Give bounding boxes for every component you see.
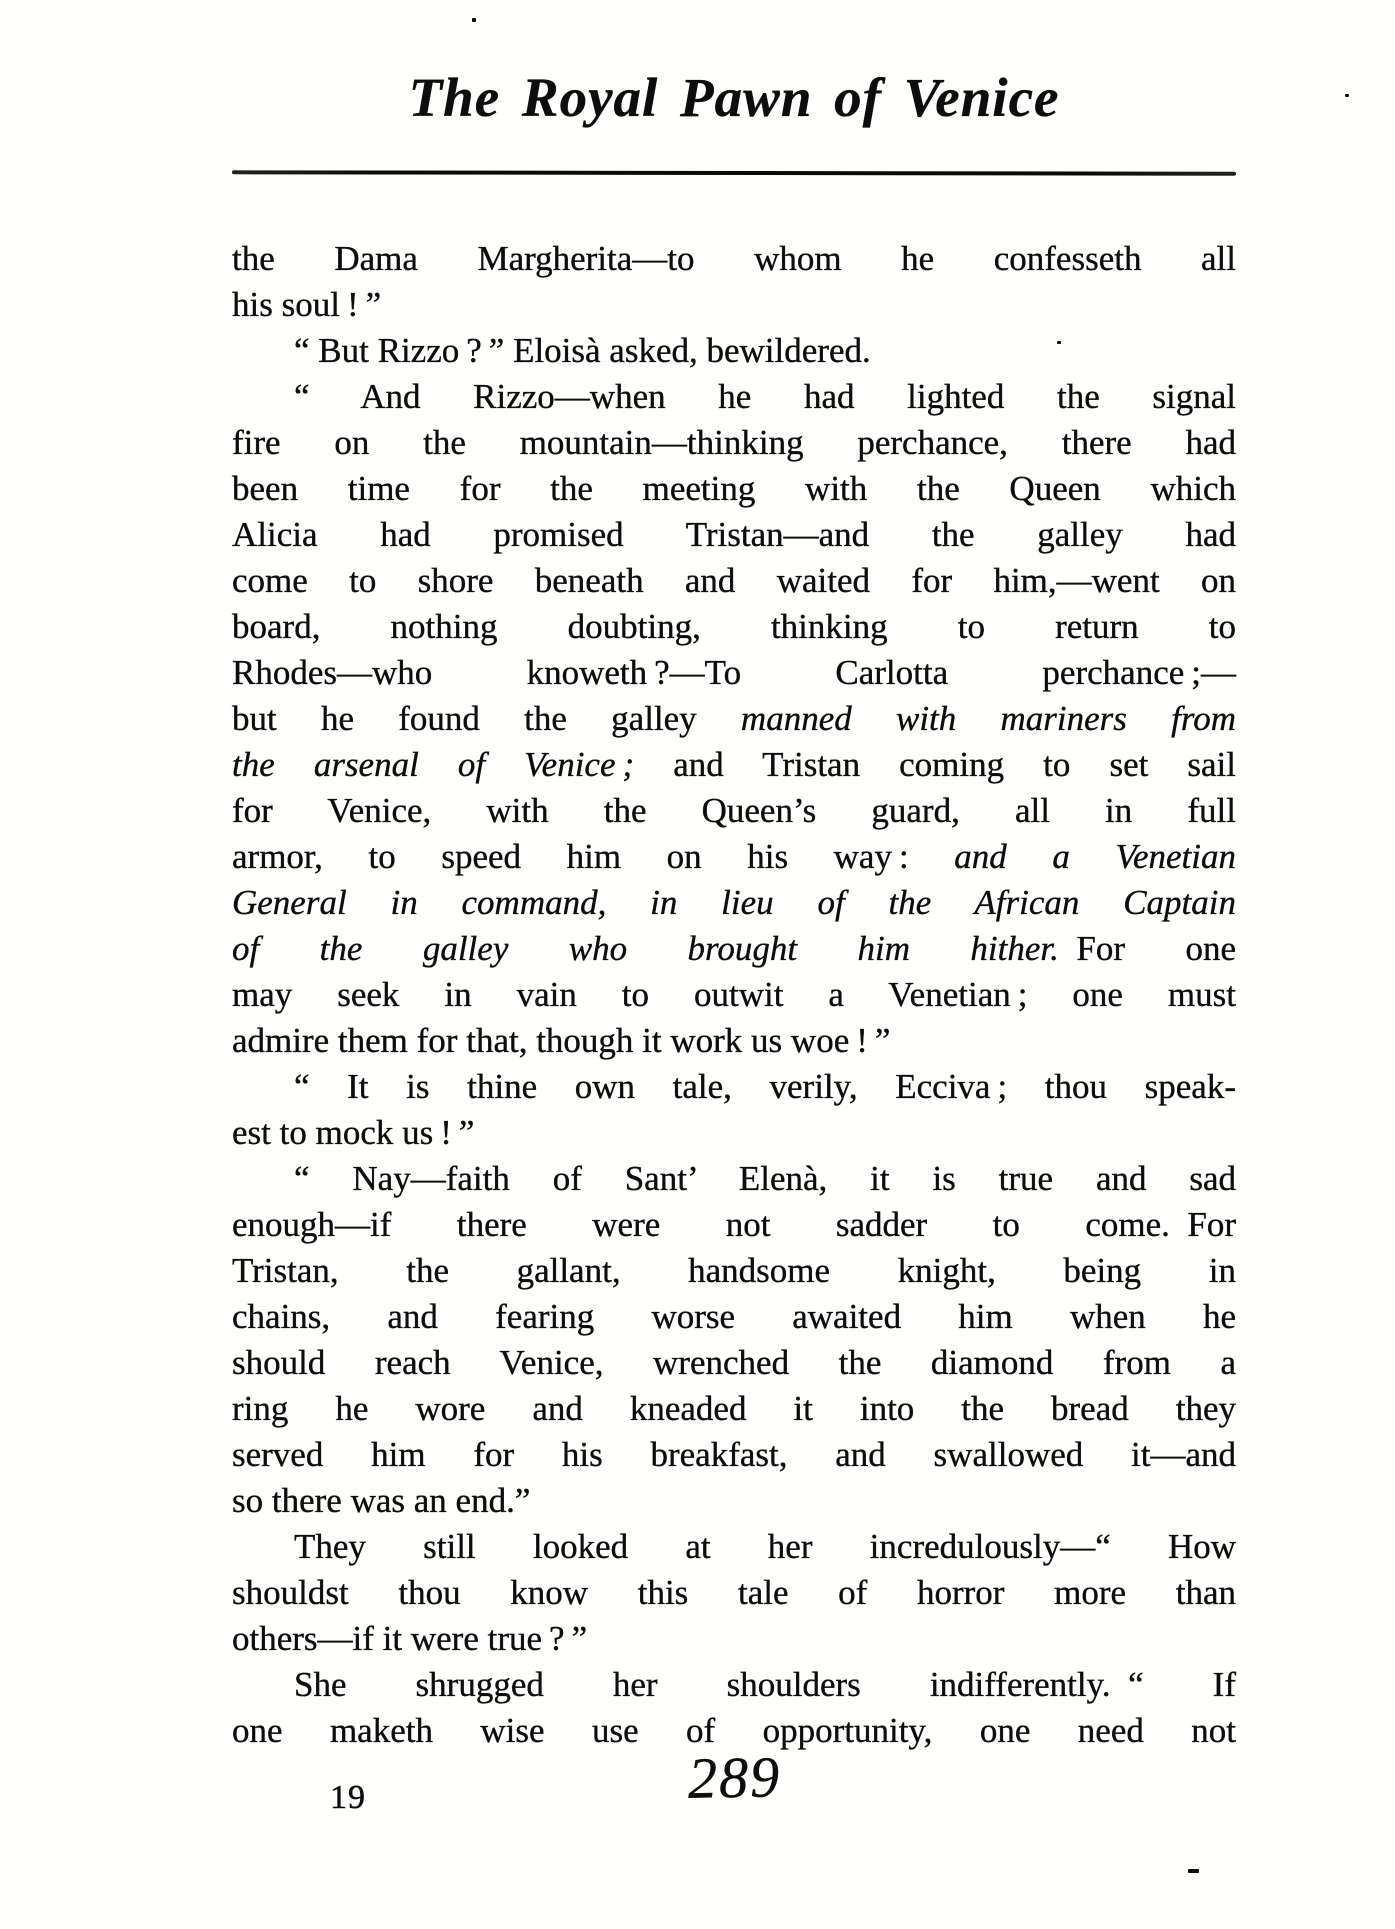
italic-text-segment: and a Venetian: [954, 837, 1236, 876]
scan-speck: [1188, 1869, 1199, 1873]
text-segment: fire on the mountain—thinking perchance, there had: [232, 423, 1236, 462]
text-segment: shouldst thou know this tale of horror more than: [232, 1573, 1236, 1612]
text-segment: but he found the galley: [232, 699, 741, 738]
text-line: [232, 1478, 1236, 1524]
text-segment: should reach Venice, wrenched the diamond from a: [232, 1343, 1236, 1382]
text-line: [232, 1524, 1236, 1570]
text-segment: been time for the meeting with the Queen which: [232, 469, 1236, 508]
body-text: [232, 236, 1236, 1754]
text-segment: for Venice, with the Queen’s guard, all in full: [232, 791, 1236, 830]
text-segment: “ It is thine own tale, verily, Ecciva ; thou speak-: [294, 1067, 1236, 1106]
text-segment: one maketh wise use of opportunity, one need not: [232, 1711, 1236, 1750]
text-line: [232, 420, 1236, 466]
text-line: [232, 1662, 1236, 1708]
text-segment: admire them for that, though it work us woe ! ”: [232, 1021, 891, 1060]
header-rule: [232, 170, 1236, 175]
text-line: [232, 1156, 1236, 1202]
text-line: [232, 466, 1236, 512]
text-line: [232, 1202, 1236, 1248]
page-number: 289: [687, 1744, 782, 1811]
text-line: [232, 1064, 1236, 1110]
text-segment: Rhodes—who knoweth ?—To Carlotta perchance ;—: [232, 653, 1236, 692]
text-segment: For one: [1058, 929, 1237, 968]
text-line: [232, 604, 1236, 650]
text-line: [232, 696, 1236, 742]
text-line: [232, 374, 1236, 420]
text-line: [232, 558, 1236, 604]
text-segment: others—if it were true ? ”: [232, 1619, 588, 1658]
text-line: [232, 1570, 1236, 1616]
text-line: [232, 282, 1236, 328]
text-line: [232, 328, 1236, 374]
italic-text-segment: of the galley who brought him hither.: [232, 929, 1059, 968]
text-line: [232, 972, 1236, 1018]
text-segment: the Dama Margherita—to whom he confesseth all: [232, 239, 1236, 278]
text-segment: may seek in vain to outwit a Venetian ; one must: [232, 975, 1236, 1014]
text-line: [232, 1386, 1236, 1432]
text-line: [232, 1294, 1236, 1340]
text-segment: ring he wore and kneaded it into the bread they: [232, 1389, 1236, 1428]
scan-speck: [1345, 94, 1349, 97]
text-line: [232, 880, 1236, 926]
scan-speck: [472, 18, 476, 22]
text-line: [232, 1432, 1236, 1478]
text-line: [232, 512, 1236, 558]
text-segment: served him for his breakfast, and swallowed it—and: [232, 1435, 1236, 1474]
text-line: [232, 1018, 1236, 1064]
text-line: [232, 236, 1236, 282]
text-line: [232, 1340, 1236, 1386]
text-segment: board, nothing doubting, thinking to return to: [232, 607, 1236, 646]
text-line: [232, 1110, 1236, 1156]
text-segment: enough—if there were not sadder to come. For: [232, 1205, 1236, 1244]
text-line: [232, 788, 1236, 834]
signature-number: 19: [330, 1779, 366, 1816]
text-line: [232, 1616, 1236, 1662]
text-segment: “ And Rizzo—when he had lighted the signal: [294, 377, 1236, 416]
text-segment: Alicia had promised Tristan—and the galley had: [232, 515, 1236, 554]
text-segment: chains, and fearing worse awaited him when he: [232, 1297, 1236, 1336]
italic-text-segment: General in command, in lieu of the African Captain: [232, 883, 1236, 922]
text-segment: armor, to speed him on his way :: [232, 837, 955, 876]
text-segment: so there was an end.”: [232, 1481, 531, 1520]
running-header-title: The Royal Pawn of Venice: [408, 67, 1060, 128]
text-segment: “ Nay—faith of Sant’ Elenà, it is true and sad: [294, 1159, 1236, 1198]
text-line: [232, 926, 1236, 972]
scan-speck: [1057, 341, 1061, 344]
text-segment: his soul ! ”: [232, 285, 382, 324]
text-line: [232, 1248, 1236, 1294]
text-line: [232, 650, 1236, 696]
text-line: [232, 742, 1236, 788]
italic-text-segment: manned with mariners from: [740, 699, 1236, 738]
text-segment: and Tristan coming to set sail: [634, 745, 1236, 784]
text-segment: Tristan, the gallant, handsome knight, being in: [232, 1251, 1236, 1290]
italic-text-segment: the arsenal of Venice ;: [232, 745, 635, 784]
text-segment: “ But Rizzo ? ” Eloisà asked, bewildered.: [294, 331, 871, 370]
text-segment: She shrugged her shoulders indifferently. “ If: [294, 1665, 1236, 1704]
text-segment: They still looked at her incredulously—“ How: [294, 1527, 1236, 1566]
text-segment: come to shore beneath and waited for him,—went on: [232, 561, 1236, 600]
text-line: [232, 834, 1236, 880]
text-segment: est to mock us ! ”: [232, 1113, 475, 1152]
